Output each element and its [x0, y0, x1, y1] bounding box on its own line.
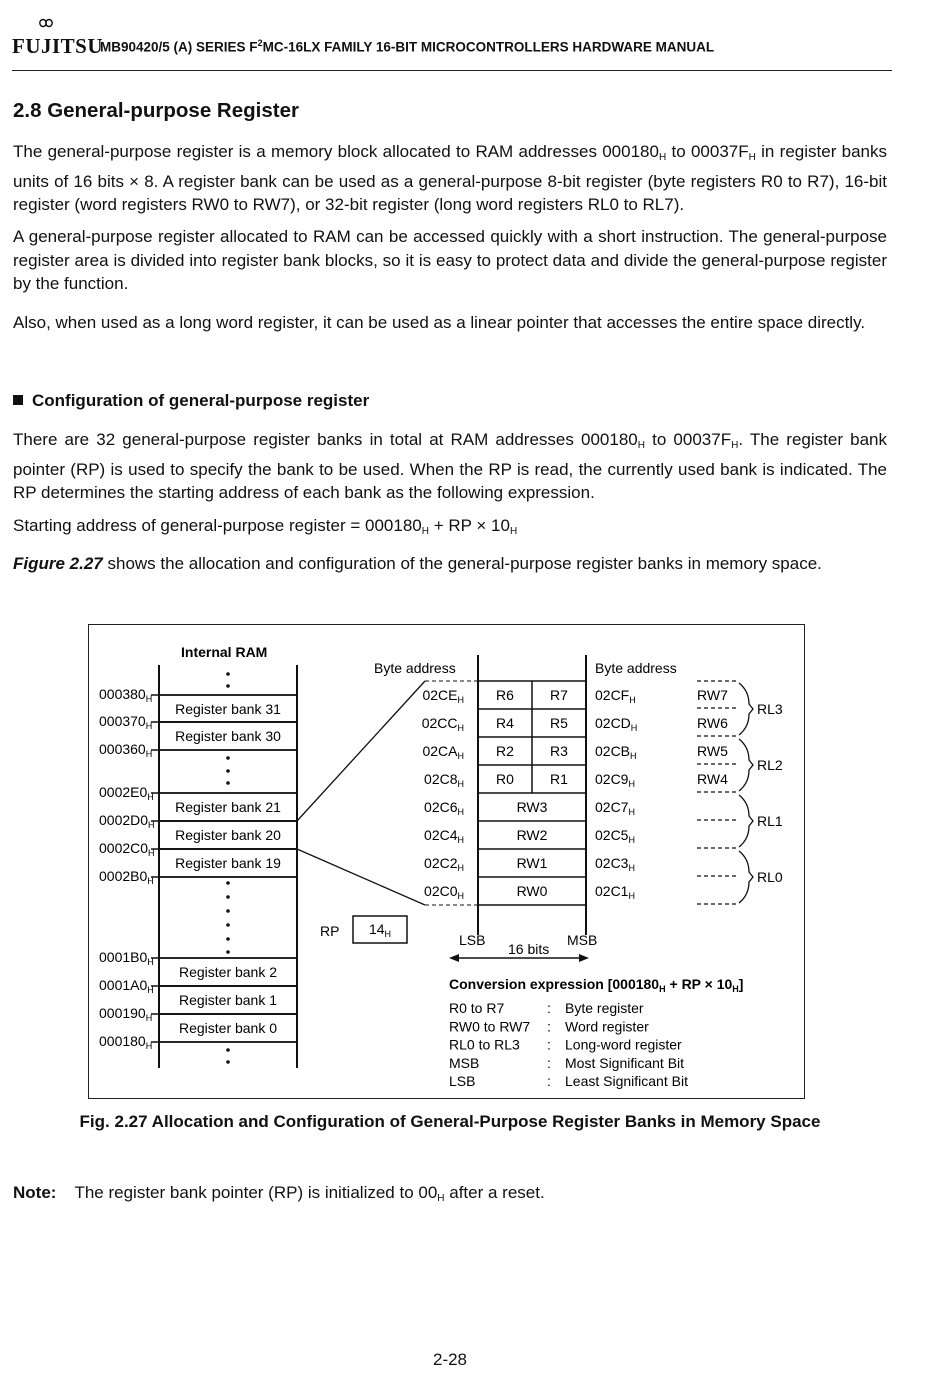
- high-byte-address: $02C7_H$: [595, 799, 635, 817]
- low-byte-address: $02CE_H$: [422, 687, 464, 705]
- long-register-label: RL1: [757, 813, 783, 829]
- register-bank-label: Register bank 21: [175, 799, 281, 815]
- long-register-label: RL2: [757, 757, 783, 773]
- note-label: Note:: [13, 1183, 57, 1202]
- zoom-line-top: [297, 681, 425, 821]
- legend-separator: :: [547, 1000, 551, 1016]
- low-byte-address: $02C4_H$: [424, 827, 464, 845]
- ram-address-label: $000370_H$: [99, 713, 153, 731]
- ellipsis-dot: [226, 937, 230, 941]
- legend-separator: :: [547, 1036, 551, 1053]
- figure-reference: Figure 2.27: [13, 554, 103, 573]
- ellipsis-dot: [226, 684, 230, 688]
- ellipsis-dot: [226, 1060, 230, 1064]
- word-register-label: RW0: [516, 883, 548, 899]
- byte-address-left-label: Byte address: [374, 660, 456, 676]
- ram-address-label: $000380_H$: [99, 686, 153, 704]
- legend-term: RL0 to RL3: [449, 1036, 520, 1053]
- byte-register-label: R7: [550, 687, 568, 703]
- long-register-brace: [739, 851, 753, 903]
- register-bank-label: Register bank 0: [178, 1020, 278, 1036]
- ram-address-label: $000190_H$: [99, 1005, 153, 1023]
- ellipsis-dot: [226, 923, 230, 927]
- ellipsis-dot: [226, 769, 230, 773]
- high-byte-address: $02CB_H$: [595, 743, 637, 761]
- ram-address-label: $0001B0_H$: [99, 949, 154, 967]
- legend-description: Word register: [565, 1018, 649, 1035]
- byte-register-label: R0: [496, 771, 514, 787]
- conversion-expression: Conversion expression [$000180_H$ + RP × $10_H$]: [449, 976, 744, 994]
- long-register-brace: [739, 795, 753, 847]
- low-byte-address: $02CA_H$: [422, 743, 464, 761]
- low-byte-address: $02C8_H$: [424, 771, 464, 789]
- register-bank-label: Register bank 19: [175, 855, 281, 871]
- byte-register-label: R5: [550, 715, 568, 731]
- high-byte-address: $02CD_H$: [595, 715, 638, 733]
- ram-address-label: $0002C0_H$: [99, 840, 155, 858]
- legend-separator: :: [547, 1018, 551, 1035]
- figure-frame: [88, 624, 805, 1099]
- word-register-label: RW6: [697, 715, 728, 731]
- byte-register-label: R3: [550, 743, 568, 759]
- ram-address-label: $0002B0_H$: [99, 868, 154, 886]
- byte-register-label: R2: [496, 743, 514, 759]
- legend-term: R0 to R7: [449, 1000, 505, 1016]
- long-register-brace: [739, 683, 753, 735]
- rp-label: RP: [320, 923, 340, 939]
- arrow-left-icon: [449, 954, 459, 962]
- high-byte-address: $02C3_H$: [595, 855, 635, 873]
- ellipsis-dot: [226, 881, 230, 885]
- legend-description: Least Significant Bit: [565, 1073, 688, 1090]
- high-byte-address: $02C9_H$: [595, 771, 635, 789]
- paragraph-3: Also, when used as a long word register, it can be used as a linear pointer that accesses the entire space directly.: [13, 313, 866, 332]
- byte-address-right-label: Byte address: [595, 660, 677, 676]
- word-register-label: RW3: [516, 799, 548, 815]
- low-byte-address: $02C2_H$: [424, 855, 464, 873]
- legend-separator: :: [547, 1054, 551, 1071]
- subsection-title: Configuration of general-purpose register: [13, 391, 369, 411]
- word-register-label: RW4: [697, 771, 728, 787]
- byte-register-label: R4: [496, 715, 514, 731]
- ram-address-label: $0002E0_H$: [99, 784, 154, 802]
- high-byte-address: $02C5_H$: [595, 827, 635, 845]
- rp-value: $14_H$: [368, 921, 392, 939]
- legend-separator: :: [547, 1073, 551, 1090]
- long-register-brace: [739, 739, 753, 791]
- width-label: 16 bits: [508, 941, 550, 957]
- legend-term: MSB: [449, 1054, 480, 1071]
- byte-register-label: R1: [550, 771, 568, 787]
- paragraph-4: There are 32 general-purpose register banks in total at RAM addresses $000180_H$ to $00037F_H$. The register bank pointer (RP) is used to specify the bank to be used. When the RP is read, the currently used bank is indicated. The RP determines the starting address of each bank as the following expression.: [13, 430, 887, 502]
- ellipsis-dot: [226, 672, 230, 676]
- long-register-label: RL3: [757, 701, 783, 717]
- square-bullet-icon: [13, 395, 23, 405]
- infinity-logo-icon: [39, 17, 53, 29]
- ellipsis-dot: [226, 895, 230, 899]
- msb-label: MSB: [567, 932, 598, 948]
- ellipsis-dot: [226, 909, 230, 913]
- figure-reference-paragraph: Figure 2.27 shows the allocation and configuration of the general-purpose register banks in memory space.: [13, 554, 822, 573]
- register-bank-diagram: [89, 625, 804, 1098]
- register-bank-label: Register bank 20: [175, 827, 281, 843]
- ellipsis-dot: [226, 1048, 230, 1052]
- word-register-label: RW5: [697, 743, 728, 759]
- section-title: 2.8 General-purpose Register: [13, 99, 299, 122]
- legend-description: Most Significant Bit: [565, 1054, 685, 1071]
- word-register-label: RW2: [516, 827, 548, 843]
- low-byte-address: $02C6_H$: [424, 799, 464, 817]
- word-register-label: RW1: [516, 855, 548, 871]
- byte-register-label: R6: [496, 687, 514, 703]
- paragraph-1: The general-purpose register is a memory block allocated to RAM addresses $000180_H$ to $00037F_H$ in register banks units of 16 bits × 8. A register bank can be used as a general-purpose 8-bit register (byte registers R0 to R7), 16-bit register (word registers RW0 to RW7), or 32-bit register (long word registers RL0 to RL7).: [13, 142, 888, 214]
- fujitsu-logo: FUJITSU: [12, 34, 104, 58]
- high-byte-address: $02CF_H$: [595, 687, 636, 705]
- legend-description: Byte register: [565, 1000, 644, 1016]
- low-byte-address: $02CC_H$: [421, 715, 464, 733]
- ram-address-label: $000180_H$: [99, 1033, 153, 1051]
- high-byte-address: $02C1_H$: [595, 883, 635, 901]
- internal-ram-title: Internal RAM: [181, 644, 268, 660]
- ellipsis-dot: [226, 756, 230, 760]
- formula-paragraph: Starting address of general-purpose register = $000180_H$ + RP × $10_H$: [13, 516, 518, 537]
- ram-address-label: $0001A0_H$: [99, 977, 154, 995]
- note: Note: The register bank pointer (RP) is initialized to $00_H$ after a reset.: [13, 1183, 545, 1204]
- ellipsis-dot: [226, 950, 230, 954]
- low-byte-address: $02C0_H$: [424, 883, 464, 901]
- manual-title: MB90420/5 (A) SERIES $F^2MC-16LX$ FAMILY 16-BIT MICROCONTROLLERS HARDWARE MANUAL: [100, 38, 715, 55]
- ellipsis-dot: [226, 781, 230, 785]
- page-header: [12, 26, 892, 71]
- legend-term: RW0 to RW7: [449, 1018, 531, 1035]
- page-number: 2-28: [432, 1350, 468, 1369]
- legend-description: Long-word register: [565, 1036, 682, 1053]
- ram-address-label: $000360_H$: [99, 741, 153, 759]
- register-bank-label: Register bank 2: [178, 964, 278, 980]
- zoom-line-bottom: [297, 849, 425, 905]
- register-bank-label: Register bank 1: [178, 992, 278, 1008]
- paragraph-2: A general-purpose register allocated to RAM can be accessed quickly with a short instruction. The general-purpose register area is divided into register bank blocks, so it is easy to protect data and divide the general-purpose register by the function.: [13, 227, 887, 293]
- lsb-label: LSB: [459, 932, 486, 948]
- arrow-right-icon: [579, 954, 589, 962]
- word-register-label: RW7: [697, 687, 728, 703]
- ram-address-label: $0002D0_H$: [99, 812, 155, 830]
- long-register-label: RL0: [757, 869, 783, 885]
- figure-caption: Fig. 2.27 Allocation and Configuration of General-Purpose Register Banks in Memory Space: [79, 1112, 821, 1131]
- legend-term: LSB: [449, 1073, 476, 1090]
- register-bank-label: Register bank 31: [175, 701, 281, 717]
- register-bank-label: Register bank 30: [175, 728, 281, 744]
